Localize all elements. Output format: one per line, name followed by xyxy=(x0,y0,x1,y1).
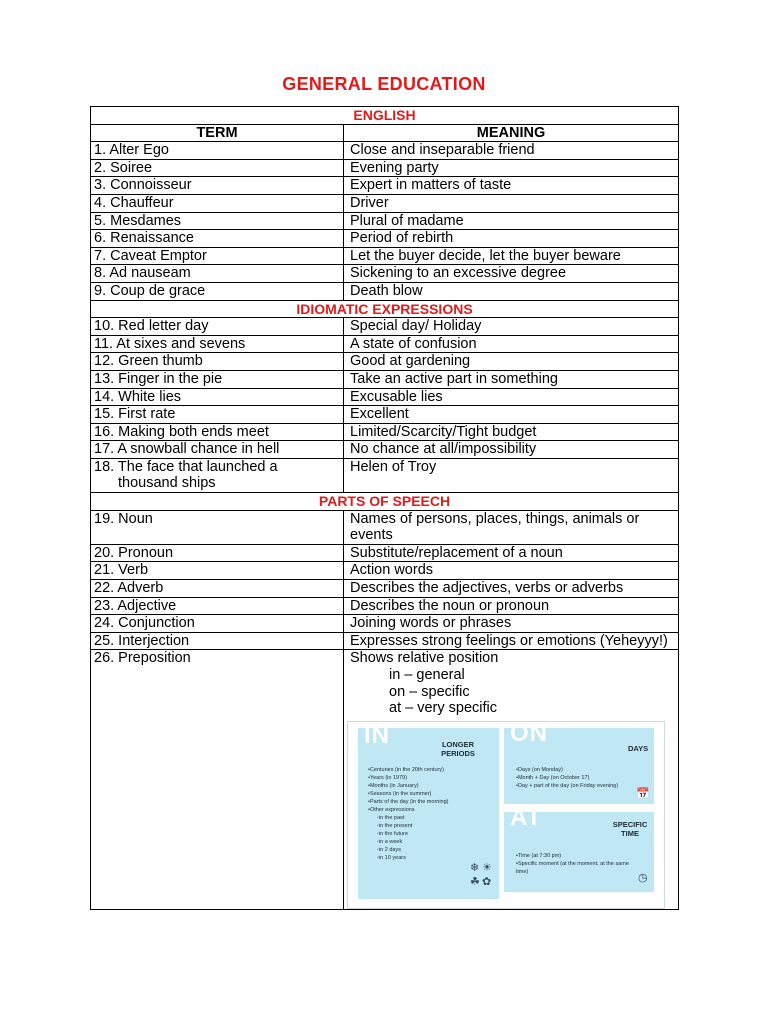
term-cell xyxy=(91,230,344,248)
meaning-text: Let the buyer decide, let the buyer beware xyxy=(350,247,621,264)
preposition-line-on: on – specific xyxy=(389,683,470,700)
term-cell xyxy=(91,388,344,406)
term-cell xyxy=(91,458,344,492)
meaning-text: Describes the adjectives, verbs or adverbs xyxy=(350,580,624,597)
meaning-text: Evening party xyxy=(350,159,439,176)
term-text: 19. Noun xyxy=(94,510,153,527)
meaning-text: Shows relative position xyxy=(350,650,499,667)
meaning-text: Helen of Troy xyxy=(350,458,437,475)
panel-on xyxy=(504,720,654,804)
term-text: 22. Adverb xyxy=(94,580,164,597)
section-title-parts: PARTS OF SPEECH xyxy=(91,493,679,511)
table-row xyxy=(91,265,679,283)
meaning-text: Limited/Scarcity/Tight budget xyxy=(350,423,537,440)
list-item: • Parts of the day (in the morning) xyxy=(368,798,449,806)
term-cell xyxy=(91,562,344,580)
term-cell xyxy=(91,282,344,300)
header-meaning: MEANING xyxy=(344,124,679,142)
preposition-illustration xyxy=(347,721,665,909)
meaning-cell xyxy=(344,318,679,336)
table-row xyxy=(91,406,679,424)
section-row-idiomatic xyxy=(91,300,679,318)
table-row xyxy=(91,510,679,544)
term-cell xyxy=(91,177,344,195)
meaning-text: Joining words or phrases xyxy=(350,615,512,632)
meaning-text: Special day/ Holiday xyxy=(350,318,482,335)
panel-at xyxy=(504,803,654,892)
preposition-line-in: in – general xyxy=(389,667,465,683)
terms-table xyxy=(90,106,679,910)
section-title-idiomatic: IDIOMATIC EXPRESSIONS xyxy=(91,300,679,318)
table-row xyxy=(91,562,679,580)
term-text: 26. Preposition xyxy=(94,650,191,667)
table-row xyxy=(91,370,679,388)
meaning-cell xyxy=(344,544,679,562)
snowflake-icon: ❄ xyxy=(470,861,480,874)
term-cell xyxy=(91,510,344,544)
table-row xyxy=(91,282,679,300)
term-cell xyxy=(91,423,344,441)
term-text: 23. Adjective xyxy=(94,597,177,614)
meaning-cell xyxy=(344,212,679,230)
meaning-text: Expert in matters of taste xyxy=(350,177,512,194)
term-text: 10. Red letter day xyxy=(94,318,209,335)
term-text: 1. Alter Ego xyxy=(94,142,169,159)
section-row-parts xyxy=(91,493,679,511)
table-row xyxy=(91,544,679,562)
meaning-cell xyxy=(344,194,679,212)
term-cell xyxy=(91,615,344,633)
preposition-line-at: at – very specific xyxy=(389,700,497,717)
meaning-cell xyxy=(344,370,679,388)
table-row xyxy=(91,580,679,598)
term-cell xyxy=(91,650,344,909)
meaning-cell xyxy=(344,562,679,580)
term-text: 16. Making both ends meet xyxy=(94,423,269,440)
sun-icon: ☀ xyxy=(482,861,492,874)
meaning-cell xyxy=(344,441,679,459)
term-cell xyxy=(91,142,344,160)
table-row xyxy=(91,318,679,336)
meaning-cell xyxy=(344,230,679,248)
section-row-english xyxy=(91,107,679,125)
term-cell xyxy=(91,247,344,265)
table-row xyxy=(91,423,679,441)
term-text: 8. Ad nauseam xyxy=(94,265,191,282)
term-cell xyxy=(91,159,344,177)
term-cell xyxy=(91,544,344,562)
meaning-cell xyxy=(344,353,679,371)
list-item: • Centuries (in the 20th century) xyxy=(368,766,449,774)
panel-at-word: AT xyxy=(510,803,543,831)
term-cell xyxy=(91,580,344,598)
term-cell xyxy=(91,632,344,650)
meaning-text: No chance at all/impossibility xyxy=(350,441,537,458)
meaning-cell xyxy=(344,388,679,406)
meaning-text: Sickening to an excessive degree xyxy=(350,265,567,282)
panel-at-label: SPECIFIC TIME xyxy=(612,819,648,838)
term-text: 14. White lies xyxy=(94,388,182,405)
table-row xyxy=(91,632,679,650)
term-text: 20. Pronoun xyxy=(94,544,174,561)
meaning-cell xyxy=(344,650,679,909)
meaning-cell xyxy=(344,177,679,195)
term-text: 11. At sixes and sevens xyxy=(94,335,246,352)
term-text: 15. First rate xyxy=(94,406,176,423)
term-cell xyxy=(91,335,344,353)
meaning-cell xyxy=(344,510,679,544)
meaning-text: Close and inseparable friend xyxy=(350,142,535,159)
list-subitem: ◦ in the present xyxy=(368,822,449,830)
list-subitem: ◦ in a week xyxy=(368,838,449,846)
meaning-cell xyxy=(344,632,679,650)
term-text: 4. Chauffeur xyxy=(94,194,174,211)
list-item: • Day + part of the day (on Friday evening) xyxy=(516,782,618,790)
term-cell xyxy=(91,597,344,615)
term-text: 17. A snowball chance in hell xyxy=(94,441,280,458)
table-row xyxy=(91,177,679,195)
term-text: 25. Interjection xyxy=(94,632,190,649)
meaning-cell xyxy=(344,597,679,615)
meaning-cell xyxy=(344,458,679,492)
table-row xyxy=(91,353,679,371)
meaning-cell xyxy=(344,159,679,177)
meaning-text: Describes the noun or pronoun xyxy=(350,597,550,614)
clock-icon: ◷ xyxy=(638,871,648,884)
term-cell xyxy=(91,194,344,212)
list-item: • Years (in 1979) xyxy=(368,774,449,782)
term-cell xyxy=(91,353,344,371)
leaf-icon: ☘ xyxy=(470,875,480,888)
meaning-cell xyxy=(344,406,679,424)
panel-on-word: ON xyxy=(510,720,548,747)
term-text: 21. Verb xyxy=(94,562,149,579)
panel-at-list xyxy=(516,852,634,876)
meaning-cell xyxy=(344,423,679,441)
term-cell xyxy=(91,441,344,459)
list-item: • Other expressions xyxy=(368,806,449,814)
term-text: 9. Coup de grace xyxy=(94,282,206,299)
meaning-text: Driver xyxy=(350,194,389,211)
table-row xyxy=(91,142,679,160)
meaning-cell xyxy=(344,142,679,160)
term-cell xyxy=(91,265,344,283)
list-subitem: ◦ in the future xyxy=(368,830,449,838)
term-text: 18. The face that launched a thousand ships xyxy=(94,458,278,492)
table-row xyxy=(91,194,679,212)
table-row xyxy=(91,212,679,230)
meaning-text: A state of confusion xyxy=(350,335,477,352)
meaning-text: Excusable lies xyxy=(350,388,443,405)
term-cell xyxy=(91,318,344,336)
page-title: GENERAL EDUCATION xyxy=(282,74,486,94)
list-subitem: ◦ in 2 days xyxy=(368,846,449,854)
list-item: • Seasons (in the summer) xyxy=(368,790,449,798)
table-row xyxy=(91,335,679,353)
meaning-text: Period of rebirth xyxy=(350,230,454,247)
panel-on-list xyxy=(516,766,618,790)
flower-icon: ✿ xyxy=(482,875,492,888)
meaning-text: Action words xyxy=(350,562,434,579)
meaning-text: Expresses strong feelings or emotions (Yeheyyy!) xyxy=(350,632,668,649)
table-row-preposition xyxy=(91,650,679,909)
table-row xyxy=(91,247,679,265)
list-item: • Days (on Monday) xyxy=(516,766,618,774)
list-item: • Time (at 7:30 pm) xyxy=(516,852,634,860)
meaning-cell xyxy=(344,580,679,598)
meaning-cell xyxy=(344,247,679,265)
panel-in-label: LONGER PERIODS xyxy=(441,739,475,758)
list-item: • Months (in January) xyxy=(368,782,449,790)
list-subitem: ◦ in 10 years xyxy=(368,854,449,862)
panel-in-word: IN xyxy=(364,721,390,749)
table-row xyxy=(91,230,679,248)
term-text: 12. Green thumb xyxy=(94,353,203,370)
meaning-text: Good at gardening xyxy=(350,353,471,370)
panel-in-list xyxy=(368,766,449,862)
term-text: 6. Renaissance xyxy=(94,230,194,247)
meaning-text: Substitute/replacement of a noun xyxy=(350,544,563,561)
meaning-cell xyxy=(344,282,679,300)
list-item: • Month + Day (on October 17) xyxy=(516,774,618,782)
table-row xyxy=(91,441,679,459)
meaning-cell xyxy=(344,615,679,633)
table-row xyxy=(91,458,679,492)
term-text: 2. Soiree xyxy=(94,159,153,176)
table-row xyxy=(91,615,679,633)
section-title-english: ENGLISH xyxy=(91,107,679,125)
panel-on-label: DAYS xyxy=(628,743,649,753)
term-cell xyxy=(91,406,344,424)
table-row xyxy=(91,159,679,177)
table-row xyxy=(91,388,679,406)
table-row xyxy=(91,597,679,615)
term-cell xyxy=(91,370,344,388)
meaning-text: Take an active part in something xyxy=(350,370,558,387)
term-text: 3. Connoisseur xyxy=(94,177,192,194)
list-subitem: ◦ in the past xyxy=(368,814,449,822)
meaning-text: Names of persons, places, things, animals or events xyxy=(350,510,640,544)
list-item: • Specific moment (at the moment, at the same time) xyxy=(516,860,634,876)
meaning-text: Excellent xyxy=(350,406,409,423)
meaning-cell xyxy=(344,335,679,353)
header-term: TERM xyxy=(91,124,344,142)
meaning-text: Plural of madame xyxy=(350,212,464,229)
panel-in xyxy=(358,721,499,899)
term-text: 13. Finger in the pie xyxy=(94,370,223,387)
term-text: 5. Mesdames xyxy=(94,212,182,229)
term-text: 7. Caveat Emptor xyxy=(94,247,207,264)
meaning-cell xyxy=(344,265,679,283)
term-text: 24. Conjunction xyxy=(94,615,195,632)
header-row xyxy=(91,124,679,142)
term-cell xyxy=(91,212,344,230)
calendar-icon: 📅 xyxy=(636,787,650,800)
meaning-text: Death blow xyxy=(350,282,423,299)
